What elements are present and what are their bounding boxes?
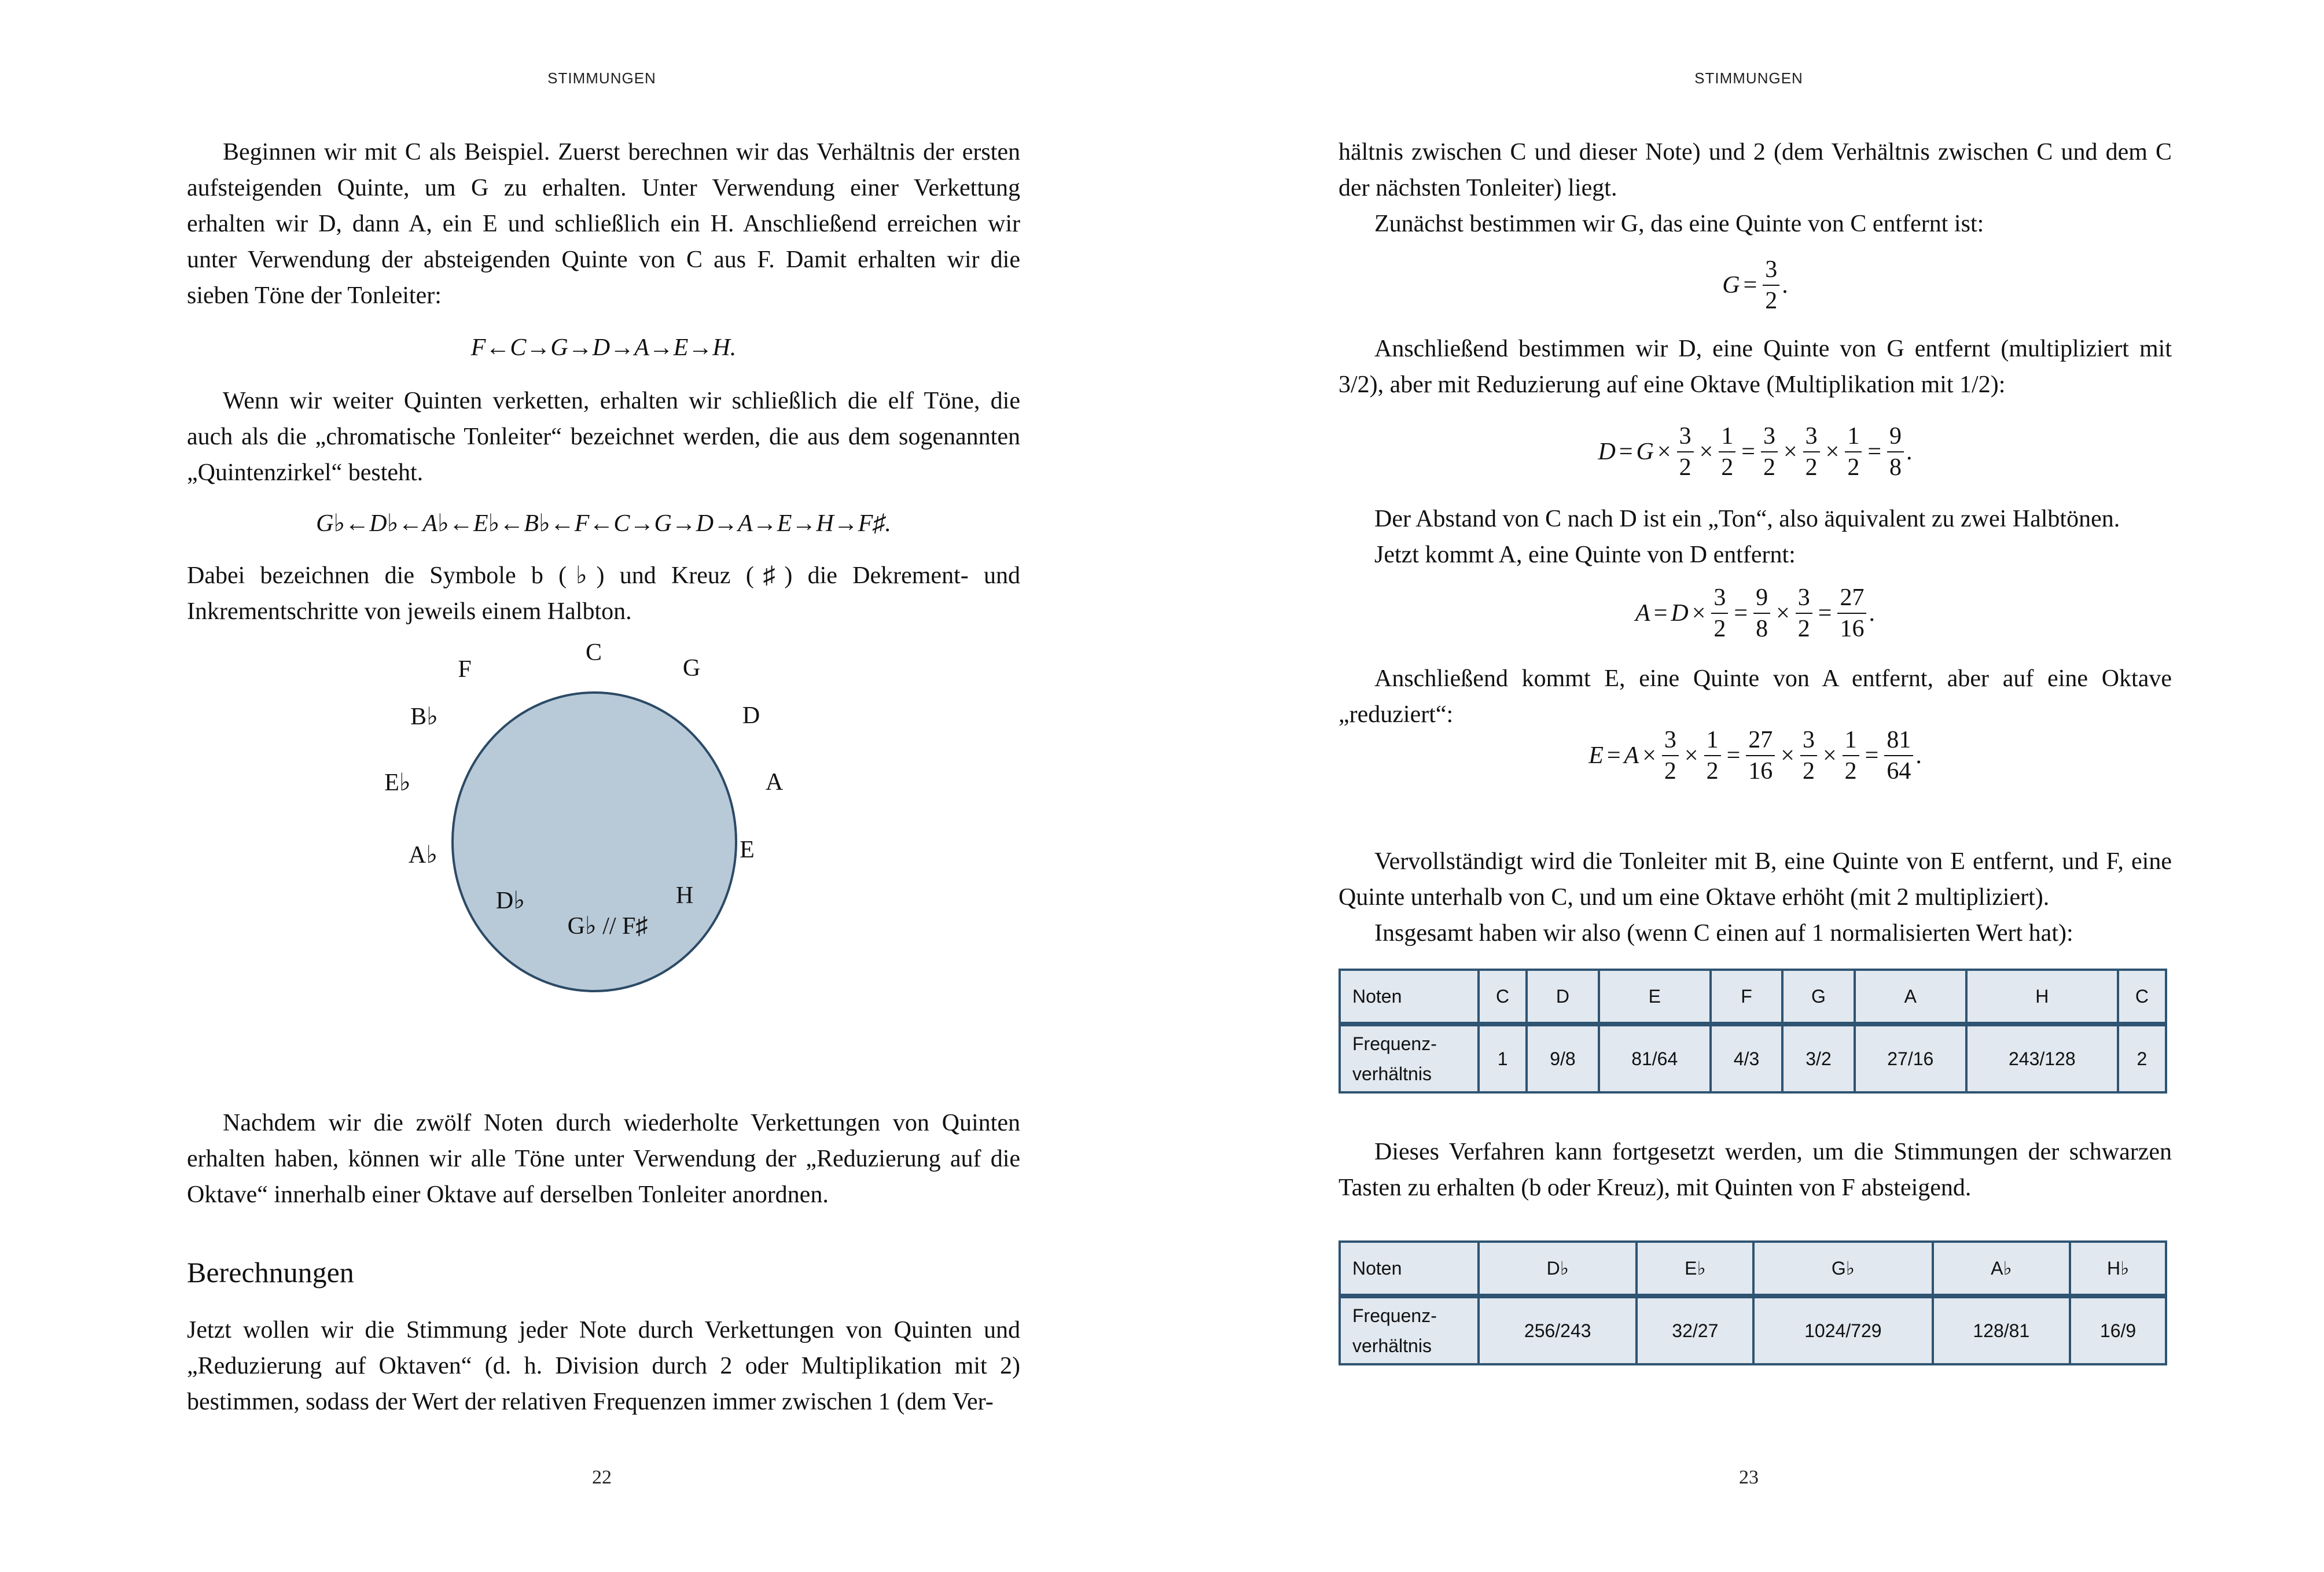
table-row-ratios: Frequenz-verhältnis 1 9/8 81/64 4/3 3/2 27/16 243/128 2 (1340, 1024, 2166, 1092)
paragraph-octave-reduction: Nachdem wir die zwölf Noten durch wiederholte Verkettungen von Quinten erhalten haben, können wir alle Töne unter Verwendung der „Reduzierung auf die Oktave“ innerhalb einer Oktave auf derselben Tonleiter anordnen. (187, 1110, 1020, 1208)
paragraph-tone: Der Abstand von C nach D ist ein „Ton“, also äquivalent zu zwei Halbtönen. (1374, 506, 2120, 532)
equation-a: A = D × $\frac{3}{2}$ = $\frac{9}{8}$ × $\frac{3}{2}$ = $\frac{27}{16}$ . (1338, 573, 2172, 654)
equation-d: D = G × $\frac{3}{2}$ × $\frac{1}{2}$ = $\frac{3}{2}$ × $\frac{3}{2}$ × $\frac{1}{2}$ = $\frac{9}{8}$ . (1338, 403, 2172, 501)
circle-label-a: A (765, 769, 784, 796)
circle-label-h: H (675, 882, 694, 909)
paragraph-calculations: Jetzt wollen wir die Stimmung jeder Note durch Verkettungen von Quinten und „Reduzierung auf Oktaven“ (d. h. Division durch 2 oder Multiplikation mit 2) bestimmen, sodass der Wert der relativen Frequenzen immer zwischen 1 (dem Ver- (187, 1317, 1020, 1415)
circle-label-g: G (682, 655, 701, 682)
black-keys-ratio-table (1338, 1240, 2167, 1365)
circle-label-f: F (458, 656, 472, 683)
paragraph-black-keys: Dieses Verfahren kann fortgesetzt werden, um die Stimmungen der schwarzen Tasten zu erhalten (b oder Kreuz), mit Quinten von F absteigend. (1338, 1139, 2172, 1201)
circle-label-gb-fsharp: G♭ // F♯ (567, 913, 648, 940)
paragraph-summary: Insgesamt haben wir also (wenn C einen auf 1 normalisierten Wert hat): (1374, 920, 2073, 947)
circle-label-bb: B♭ (410, 704, 438, 730)
circle-label-eb: E♭ (384, 770, 411, 796)
left-text-top (187, 134, 1020, 629)
circle-label-c: C (585, 639, 602, 666)
circle-label-ab: A♭ (408, 842, 438, 868)
table-row-notes: Noten D♭ E♭ G♭ A♭ H♭ (1340, 1242, 2166, 1296)
section-heading: Berechnungen (187, 1256, 354, 1288)
paragraph-g-intro: Zunächst bestimmen wir G, das eine Quinte von C entfernt ist: (1374, 211, 1984, 237)
page-number-left: 22 (592, 1467, 612, 1488)
circle-label-e: E (740, 837, 755, 863)
left-text-bottom (187, 1105, 1020, 1420)
paragraph-completion: Vervollständigt wird die Tonleiter mit B, eine Quinte von E entfernt, und F, eine Quinte unterhalb von C, und um eine Oktave erhöht (mit 2 multipliziert). (1338, 848, 2172, 911)
circle-label-db: D♭ (495, 888, 525, 914)
paragraph-d-intro: Anschließend bestimmen wir D, eine Quinte von G entfernt (multipliziert mit 3/2), aber mit Reduzierung auf eine Oktave (Multiplikation mit 1/2): (1338, 336, 2172, 398)
paragraph-chromatic: Wenn wir weiter Quinten verketten, erhalten wir schließlich die elf Töne, die auch als die „chromatische Tonleiter“ bezeichnet werden, die aus dem sogenannten „Quintenzirkel“ besteht. (187, 388, 1020, 486)
white-keys-ratio-table (1338, 969, 2167, 1094)
paragraph-continuation: hältnis zwischen C und dieser Note) und 2 (dem Verhältnis zwischen C und dem C der nächsten Tonleiter) liegt. (1338, 139, 2172, 201)
paragraph-e-intro: Anschließend kommt E, eine Quinte von A entfernt, aber auf eine Oktave „reduziert“: (1338, 665, 2172, 728)
table-row-notes: Noten C D E F G A H C (1340, 970, 2166, 1024)
equation-e: E = A × $\frac{3}{2}$ × $\frac{1}{2}$ = $\frac{27}{16}$ × $\frac{3}{2}$ × $\frac{1}{2}$ = $\frac{81}{64}$ . (1338, 732, 2172, 779)
page-number-right: 23 (1739, 1467, 1759, 1488)
equation-g: G = $\frac{3}{2}$ . (1338, 242, 2172, 329)
paragraph-a-intro: Jetzt kommt A, eine Quinte von D entfernt: (1374, 542, 1796, 568)
circle-of-fifths-figure (376, 636, 810, 1041)
fifths-chain-seven: F←C→G→D→A→E→H. (470, 334, 737, 361)
right-page (1162, 0, 2324, 1572)
right-text (1338, 134, 2172, 1365)
fifths-chain-chromatic: G♭←D♭←A♭←E♭←B♭←F←C→G→D→A→E→H→F♯. (316, 510, 891, 537)
paragraph-intro: Beginnen wir mit C als Beispiel. Zuerst berechnen wir das Verhältnis der ersten aufsteigenden Quinte, um G zu erhalten. Unter Verwendung einer Verkettung erhalten wir D, dann A, ein E und schließlich ein H. Anschließend erreichen wir unter Verwendung der absteigenden Quinte von C aus F. Damit erhalten wir die sieben Töne der Tonleiter: (187, 139, 1020, 309)
circle-label-d: D (742, 702, 760, 729)
running-head-left: STIMMUNGEN (547, 69, 656, 87)
table-row-ratios: Frequenz-verhältnis 256/243 32/27 1024/729 128/81 16/9 (1340, 1296, 2166, 1364)
running-head-right: STIMMUNGEN (1694, 69, 1803, 87)
paragraph-symbols: Dabei bezeichnen die Symbole b (♭) und Kreuz (♯) die Dekrement- und Inkrementschritte von jeweils einem Halbton. (187, 562, 1020, 625)
